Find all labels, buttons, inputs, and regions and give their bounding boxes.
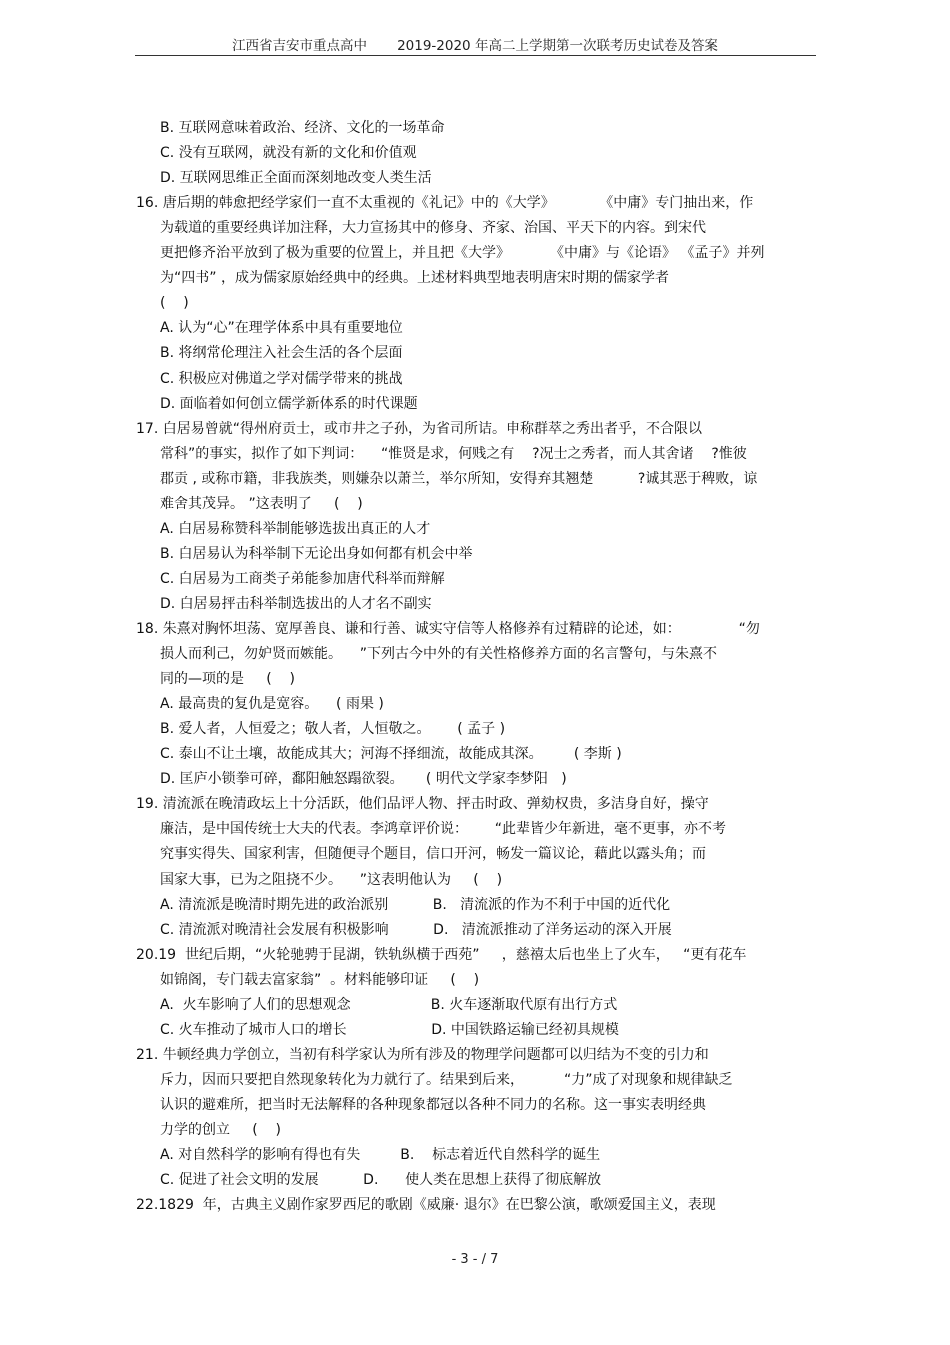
text-line: A. 最高贵的复仇是宽容。 ( 雨果 ) <box>160 696 384 713</box>
question-line: 20.19 世纪后期，“火轮驰骋于昆湖，铁轨纵横于西苑” ，慈禧太后也坐上了火车， “更有花车 <box>136 946 747 963</box>
text-line: B. 将纲常伦理注入社会生活的各个层面 <box>160 345 403 362</box>
text-line: C. 促进了社会文明的发展 D. 使人类在思想上获得了彻底解放 <box>160 1172 602 1189</box>
text-line: A. 对自然科学的影响有得也有失 B. 标志着近代自然科学的诞生 <box>160 1147 601 1164</box>
text-line: 郡贡 , 或称市籍，非我族类，则嫌杂以萧兰，举尔所知，安得弃其翘楚 ?诚其恶于稗败，谅 <box>160 470 758 487</box>
text-line: 国家大事，已为之阻挠不少。 ”这表明他认为 ( ) <box>160 871 503 888</box>
text-line: A. 白居易称赞科举制能够选拔出真正的人才 <box>160 520 431 537</box>
text-line: A. 清流派是晚清时期先进的政治派别 B. 清流派的作为不利于中国的近代化 <box>160 896 671 913</box>
page-footer <box>0 1252 950 1267</box>
text-line: C. 清流派对晚清社会发展有积极影响 D. 清流派推动了洋务运动的深入开展 <box>160 921 672 938</box>
text-line: ( ) <box>160 295 189 312</box>
page-header <box>135 34 815 54</box>
question-line: 22.1829 年，古典主义剧作家罗西尼的歌剧《威廉· 退尔》在巴黎公演，歌颂爱国主义，表现 <box>136 1197 716 1214</box>
text-line: A. 认为“心”在理学体系中具有重要地位 <box>160 320 403 337</box>
text-line: 同的—项的是 ( ) <box>160 671 295 688</box>
text-line: 廉洁，是中国传统士大夫的代表。李鸿章评价说： “此辈皆少年新进，毫不更事，亦不考 <box>160 821 726 838</box>
text-line: D. 白居易抨击科举制选拔出的人才名不副实 <box>160 595 432 612</box>
header-school: 江西省吉安市重点高中 <box>232 38 368 54</box>
text-line: 认识的避难所，把当时无法解释的各种现象都冠以各种不同力的名称。这一事实表明经典 <box>160 1096 706 1113</box>
text-line: B. 白居易认为科举制下无论出身如何都有机会中举 <box>160 545 473 562</box>
text-line: C. 泰山不让土壤，故能成其大；河海不择细流，故能成其深。 ( 李斯 ) <box>160 746 622 763</box>
text-line: B. 爱人者，人恒爱之；敬人者，人恒敬之。 ( 孟子 ) <box>160 721 506 738</box>
text-line: 力学的创立 ( ) <box>160 1122 281 1138</box>
text-line: 为载道的重要经典详加注释，大力宣扬其中的修身、齐家、治国、平天下的内容。到宋代 <box>160 220 706 237</box>
text-line: 更把修齐治平放到了极为重要的位置上，并且把《大学》 《中庸》与《论语》 《孟子》并列 <box>160 245 765 262</box>
text-line: A. 火车影响了人们的思想观念 B. 火车逐渐取代原有出行方式 <box>160 996 618 1013</box>
question-line: 16. 唐后期的韩愈把经学家们一直不太重视的《礼记》中的《大学》 《中庸》专门抽出来，作 <box>136 195 754 212</box>
text-line: 如锦阁，专门载去富家翁” 。材料能够印证 ( ) <box>160 971 480 988</box>
text-line: D. 匡庐小锁拳可碎，鄱阳触怒蹋欲裂。 ( 明代文学家李梦阳 ) <box>160 771 567 788</box>
text-line: 常科”的事实，拟作了如下判词： “惟贤是求，何贱之有 ?况士之秀者，而人其舍诸 ?惟彼 <box>160 445 747 462</box>
text-line: C. 白居易为工商类子弟能参加唐代科举而辩解 <box>160 570 445 587</box>
text-line: C. 火车推动了城市人口的增长 D. 中国铁路运输已经初具规模 <box>160 1021 619 1038</box>
question-line: 19. 清流派在晚清政坛上十分活跃，他们品评人物、抨击时政、弹劾权贵，多洁身自好，操守 <box>136 796 709 813</box>
text-line: C. 积极应对佛道之学对儒学带来的挑战 <box>160 370 403 387</box>
text-line: 损人而利己，勿妒贤而嫉能。 ”下列古今中外的有关性格修养方面的名言警句，与朱熹不 <box>160 646 718 663</box>
text-line: 为“四书” ，成为儒家原始经典中的经典。上述材料典型地表明唐宋时期的儒家学者 <box>160 270 669 287</box>
page-number: - 3 - / 7 <box>451 1252 499 1267</box>
text-line: B. 互联网意味着政治、经济、文化的一场革命 <box>160 120 445 136</box>
text-line: 难舍其茂异。 ”这表明了 ( ) <box>160 495 363 512</box>
text-line: D. 面临着如何创立儒学新体系的时代课题 <box>160 395 418 412</box>
text-line: D. 互联网思维正全面而深刻地改变人类生活 <box>160 170 432 187</box>
question-line: 21. 牛顿经典力学创立，当初有科学家认为所有涉及的物理学问题都可以归结为不变的引力和 <box>136 1046 709 1063</box>
text-line: 斥力，因而只要把自然现象转化为力就行了。结果到后来， “力”成了对现象和规律缺乏 <box>160 1071 733 1088</box>
question-line: 18. 朱熹对胸怀坦荡、宽厚善良、谦和行善、诚实守信等人格修养有过精辟的论述，如： “勿 <box>136 621 760 637</box>
header-title: 2019-2020 年高二上学期第一次联考历史试卷及答案 <box>397 38 718 54</box>
question-line: 17. 白居易曾就“得州府贡士，或市井之子孙，为省司所诘。申称群萃之秀出者乎，不合限以 <box>136 420 702 437</box>
header-rule <box>135 55 816 56</box>
text-line: C. 没有互联网，就没有新的文化和价值观 <box>160 145 417 162</box>
text-line: 究事实得失、国家利害，但随便寻个题目，信口开河，畅发一篇议论，藉此以露头角；而 <box>160 846 706 863</box>
